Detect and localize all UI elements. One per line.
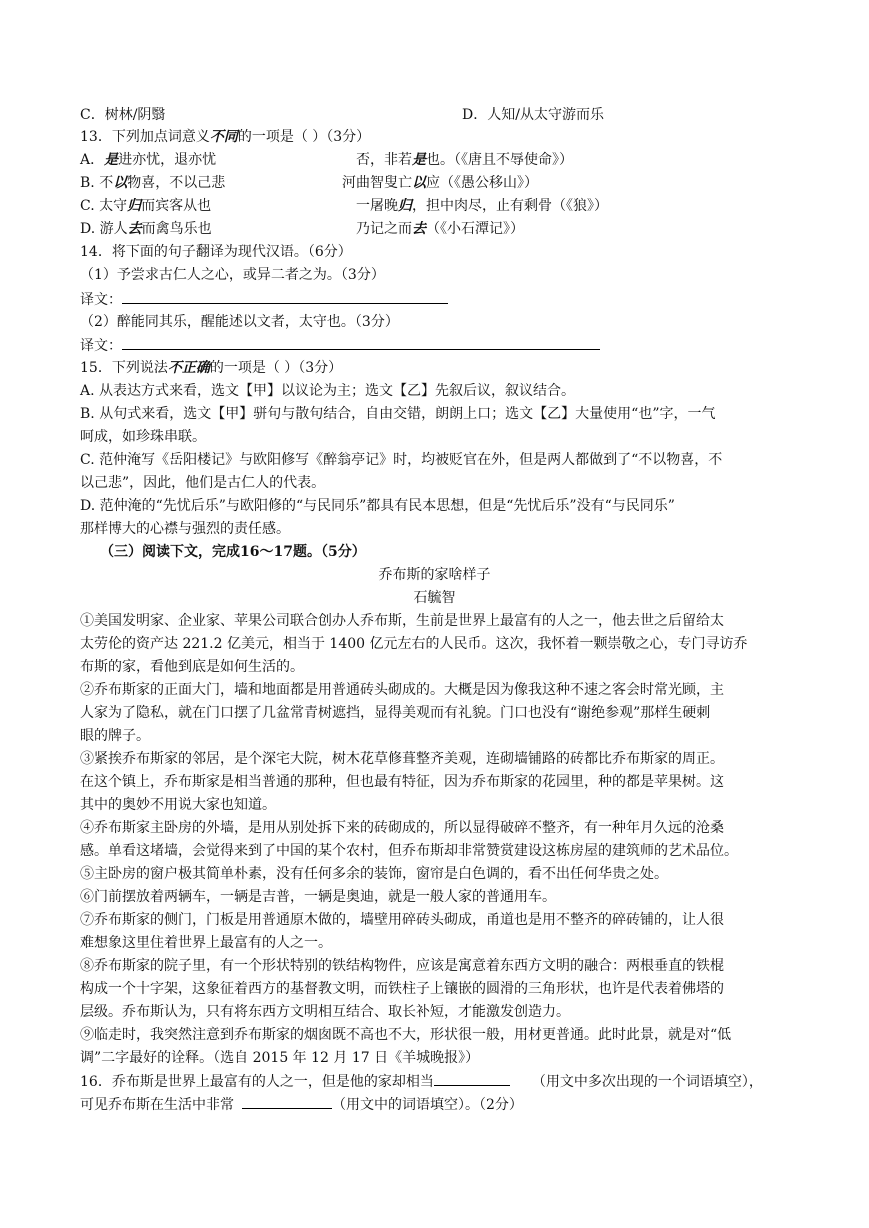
answer-label: 译文： (80, 338, 122, 354)
paragraph-3-line: ③紧挨乔布斯家的邻居，是个深宅大院，树木花草修葺整齐美观，连砌墙铺路的砖都比乔布斯家的周正。 (80, 751, 724, 767)
option-text: 否，非若 (356, 152, 412, 168)
paragraph-7-line: 难想象这里住着世界上最富有的人之一。 (80, 935, 332, 951)
q14-sentence-1: （1）予尝求古仁人之心，或异二者之为。（3分） (80, 267, 385, 283)
paragraph-8-line: 构成一个十字架，这象征着西方的基督教文明，而铁柱子上镶嵌的圆滑的三角形状，也许是代表着佛塔的 (80, 981, 724, 997)
paragraph-5-line: ⑤主卧房的窗户极其简单朴素，没有任何多余的装饰，窗帘是白色调的，看不出任何华贵之处。 (80, 866, 668, 882)
q16-text: （用文中多次出现的一个词语填空）， (531, 1074, 763, 1090)
option-text: 乃记之而 (356, 221, 412, 237)
dotted-word: 归 (127, 198, 142, 214)
option-text: 也。（《唐且不辱使命》） (426, 152, 573, 168)
answer-line-1[interactable] (122, 288, 448, 304)
q16-text: 16．乔布斯是世界上最富有的人之一，但是他的家却相当 (80, 1074, 434, 1090)
dotted-word: 去 (412, 221, 426, 237)
option-text: 而禽鸟乐也 (141, 221, 212, 237)
article-author: 石毓智 (413, 590, 456, 606)
q13-stem-tail: 的一项是（ ）（3分） (237, 129, 371, 145)
q15-option-d: D. 范仲淹的“先忧后乐”与欧阳修的“与民同乐”都具有民本思想，但是“先忧后乐”没有“与民同乐” (80, 498, 675, 514)
paragraph-1-line: ①美国发明家、企业家、苹果公司联合创办人乔布斯，生前是世界上最富有的人之一，他去世之后留给太 (80, 613, 724, 629)
q15-stem (80, 357, 342, 379)
q13-option-c-right (356, 195, 608, 217)
q13-option-b-left (80, 172, 225, 194)
paragraph-4-line: ④乔布斯家主卧房的外墙，是用从别处拆下来的砖砌成的，所以显得破碎不整齐，有一种年月久远的沧桑 (80, 820, 724, 836)
q13-stem (80, 126, 370, 148)
paragraph-2-line: 眼的牌子。 (80, 728, 150, 744)
option-text: 应（《愚公移山》） (426, 175, 538, 191)
q13-option-b-right (342, 172, 538, 194)
dotted-word: 是 (412, 152, 426, 168)
dotted-word: 归 (398, 198, 412, 214)
q14-stem: 14．将下面的句子翻译为现代汉语。（6分） (80, 244, 352, 260)
dotted-word: 以 (412, 175, 426, 191)
q16-blank-2[interactable] (242, 1093, 332, 1109)
q16-blank-1[interactable] (434, 1070, 510, 1086)
option-label: C. 太守 (80, 198, 128, 214)
section-heading: （三）阅读下文，完成16～17题。（5分） (100, 544, 366, 560)
q15-option-c: C. 范仲淹写《岳阳楼记》与欧阳修写《醉翁亭记》时，均被贬官在外，但是两人都做到了“不以物喜，不 (80, 452, 723, 468)
dotted-word: 以 (113, 175, 128, 191)
paragraph-9-line: 调”二字最好的诠释。（选自 2015 年 12 月 17 日《羊城晚报》） (80, 1050, 480, 1066)
q16-text: 可见乔布斯在生活中非常 (80, 1097, 234, 1113)
q15-option-a: A. 从表达方式来看，选文【甲】以议论为主；选文【乙】先叙后议，叙议结合。 (80, 383, 576, 399)
option-label: B. 不 (80, 175, 114, 191)
paragraph-6-line: ⑥门前摆放着两辆车，一辆是吉普，一辆是奥迪，就是一般人家的普通用车。 (80, 889, 556, 905)
q13-stem-text: 13．下列加点词意义 (80, 129, 210, 145)
dotted-word: 是 (104, 152, 119, 168)
q15-option-b: B. 从句式来看，选文【甲】骈句与散句结合，自由交错，朗朗上口；选文【乙】大量使用“也”字，一气 (80, 406, 716, 422)
paragraph-3-line: 其中的奥妙不用说大家也知道。 (80, 797, 276, 813)
option-text: 一屠晚 (356, 198, 398, 214)
article-title: 乔布斯的家啥样子 (378, 567, 491, 583)
paragraph-1-line: 太劳伦的资产达 221.2 亿美元，相当于 1400 亿元左右的人民币。这次，我怀着一颗崇敬之心，专门寻访乔 (80, 636, 748, 652)
paragraph-8-line: 层级。乔布斯认为，只有将东西方文明相互结合、取长补短，才能激发创造力。 (80, 1004, 570, 1020)
paragraph-1-line: 布斯的家，看他到底是如何生活的。 (80, 659, 304, 675)
dotted-word: 去 (127, 221, 142, 237)
q14-answer-2 (80, 334, 600, 356)
paragraph-4-line: 感。单看这堵墙，会觉得来到了中国的某个农村，但乔布斯却非常赞赏建设这栋房屋的建筑师的艺术品位。 (80, 843, 738, 859)
answer-line-2[interactable] (122, 334, 600, 350)
paragraph-3-line: 在这个镇上，乔布斯家是相当普通的那种，但也最有特征，因为乔布斯家的花园里，种的都是苹果树。这 (80, 774, 724, 790)
option-text: 进亦忧，退亦忧 (118, 152, 217, 168)
q12-option-d: D．人知/从太守游而乐 (462, 107, 604, 123)
paragraph-9-line: ⑨临走时，我突然注意到乔布斯家的烟囱既不高也不大，形状很一般，用材更普通。此时此景，就是对“低 (80, 1027, 732, 1043)
answer-label: 译文： (80, 292, 122, 308)
q13-option-a-right (356, 149, 573, 171)
q15-option-c-cont: 以己悲”，因此，他们是古仁人的代表。 (80, 475, 326, 491)
q13-option-a-left (80, 149, 216, 171)
q13-option-d-left (80, 218, 212, 240)
q12-option-c: C．树林/阴翳 (80, 107, 166, 123)
q16-line-2 (80, 1093, 523, 1115)
option-label: D. 游人 (80, 221, 128, 237)
q13-emphasis: 不同 (209, 129, 238, 145)
q15-option-b-cont: 呵成，如珍珠串联。 (80, 429, 206, 445)
paragraph-8-line: ⑧乔布斯家的院子里，有一个形状特别的铁结构物件，应该是寓意着东西方文明的融合：两根垂直的铁棍 (80, 958, 724, 974)
option-text: （《小石潭记》） (426, 221, 524, 237)
option-text: 河曲智叟亡 (342, 175, 412, 191)
q15-option-d-cont: 那样博大的心襟与强烈的责任感。 (80, 521, 290, 537)
paragraph-2-line: ②乔布斯家的正面大门，墙和地面都是用普通砖头砌成的。大概是因为像我这种不速之客会时常光顾，主 (80, 682, 724, 698)
paragraph-7-line: ⑦乔布斯家的侧门，门板是用普通原木做的，墙壁用碎砖头砌成，甬道也是用不整齐的碎砖铺的，让人很 (80, 912, 724, 928)
option-text: 物喜，不以己悲 (127, 175, 226, 191)
option-text: ，担中肉尽，止有剩骨（《狼》） (412, 198, 608, 214)
q16-text: （用文中的词语填空）。（2分） (332, 1097, 523, 1113)
q14-answer-1 (80, 288, 448, 310)
q13-option-c-left (80, 195, 211, 217)
q16-line-1 (80, 1070, 763, 1092)
q14-sentence-2: （2）醉能同其乐，醒能述以文者，太守也。（3分） (80, 314, 399, 330)
option-label: A． (80, 152, 105, 168)
paragraph-2-line: 人家为了隐私，就在门口摆了几盆常青树遮挡，显得美观而有礼貌。门口也没有“谢绝参观”那样生硬刺 (80, 705, 711, 721)
q15-stem-tail: 的一项是（ ）（3分） (209, 360, 343, 376)
q15-emphasis: 不正确 (167, 360, 210, 376)
q15-stem-text: 15．下列说法 (80, 360, 168, 376)
option-text: 而宾客从也 (141, 198, 212, 214)
q13-option-d-right (356, 218, 524, 240)
